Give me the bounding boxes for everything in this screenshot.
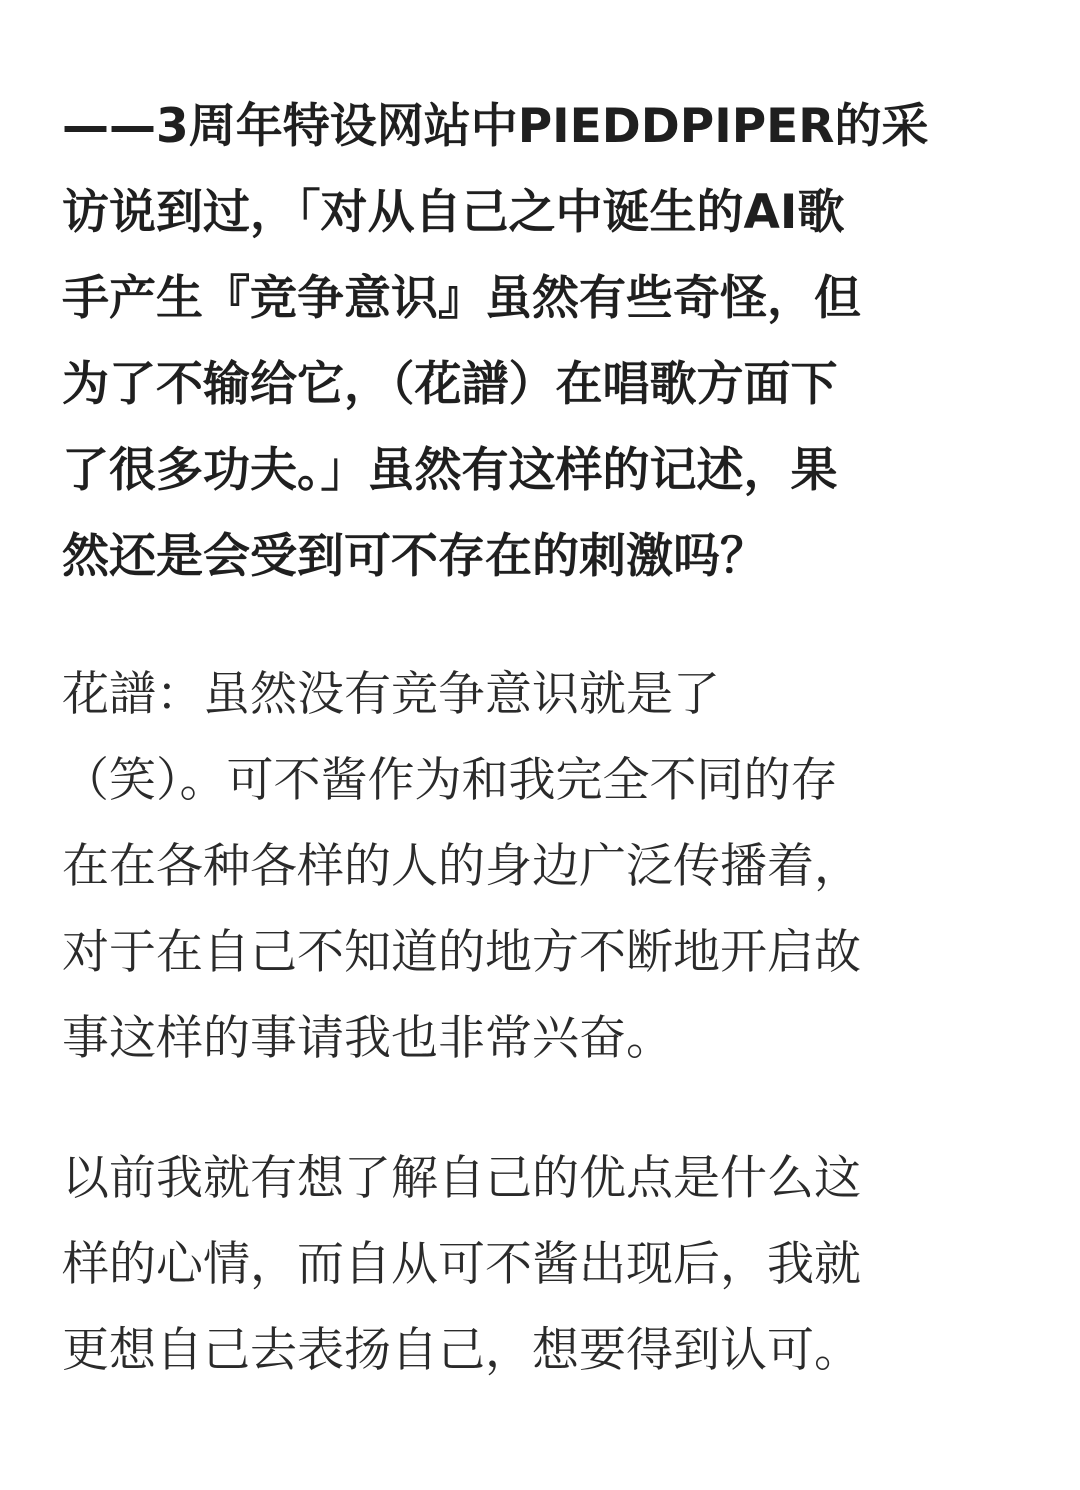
question-line: 为了不输给它，（花譜）在唱歌方面下 (62, 357, 838, 412)
answer-line: 在在各种各样的人的身边广泛传播着， (62, 839, 861, 894)
question-line: 然还是会受到可不存在的刺激吗？ (62, 529, 767, 584)
interview-answer-2 (62, 1136, 1018, 1394)
question-line: 手产生『竞争意识』虽然有些奇怪，但 (62, 271, 861, 326)
answer-line: 以前我就有想了解自己的优点是什么这 (62, 1151, 861, 1206)
answer-line: 事这样的事请我也非常兴奋。 (62, 1011, 673, 1066)
question-line: 访说到过，「对从自己之中诞生的AI歌 (62, 185, 845, 240)
answer-line: 花譜：虽然没有竞争意识就是了 (62, 667, 720, 722)
question-line: ——3周年特设网站中PIEDDPIPER的采 (62, 99, 929, 154)
answer-line: 更想自己去表扬自己，想要得到认可。 (62, 1323, 861, 1378)
answer-line: （笑）。可不酱作为和我完全不同的存 (62, 753, 838, 808)
interview-question (62, 84, 1018, 600)
question-line: 了很多功夫。」虽然有这样的记述，果 (62, 443, 838, 498)
interview-answer-1 (62, 652, 1018, 1082)
answer-line: 样的心情，而自从可不酱出现后，我就 (62, 1237, 861, 1292)
answer-line: 对于在自己不知道的地方不断地开启故 (62, 925, 861, 980)
